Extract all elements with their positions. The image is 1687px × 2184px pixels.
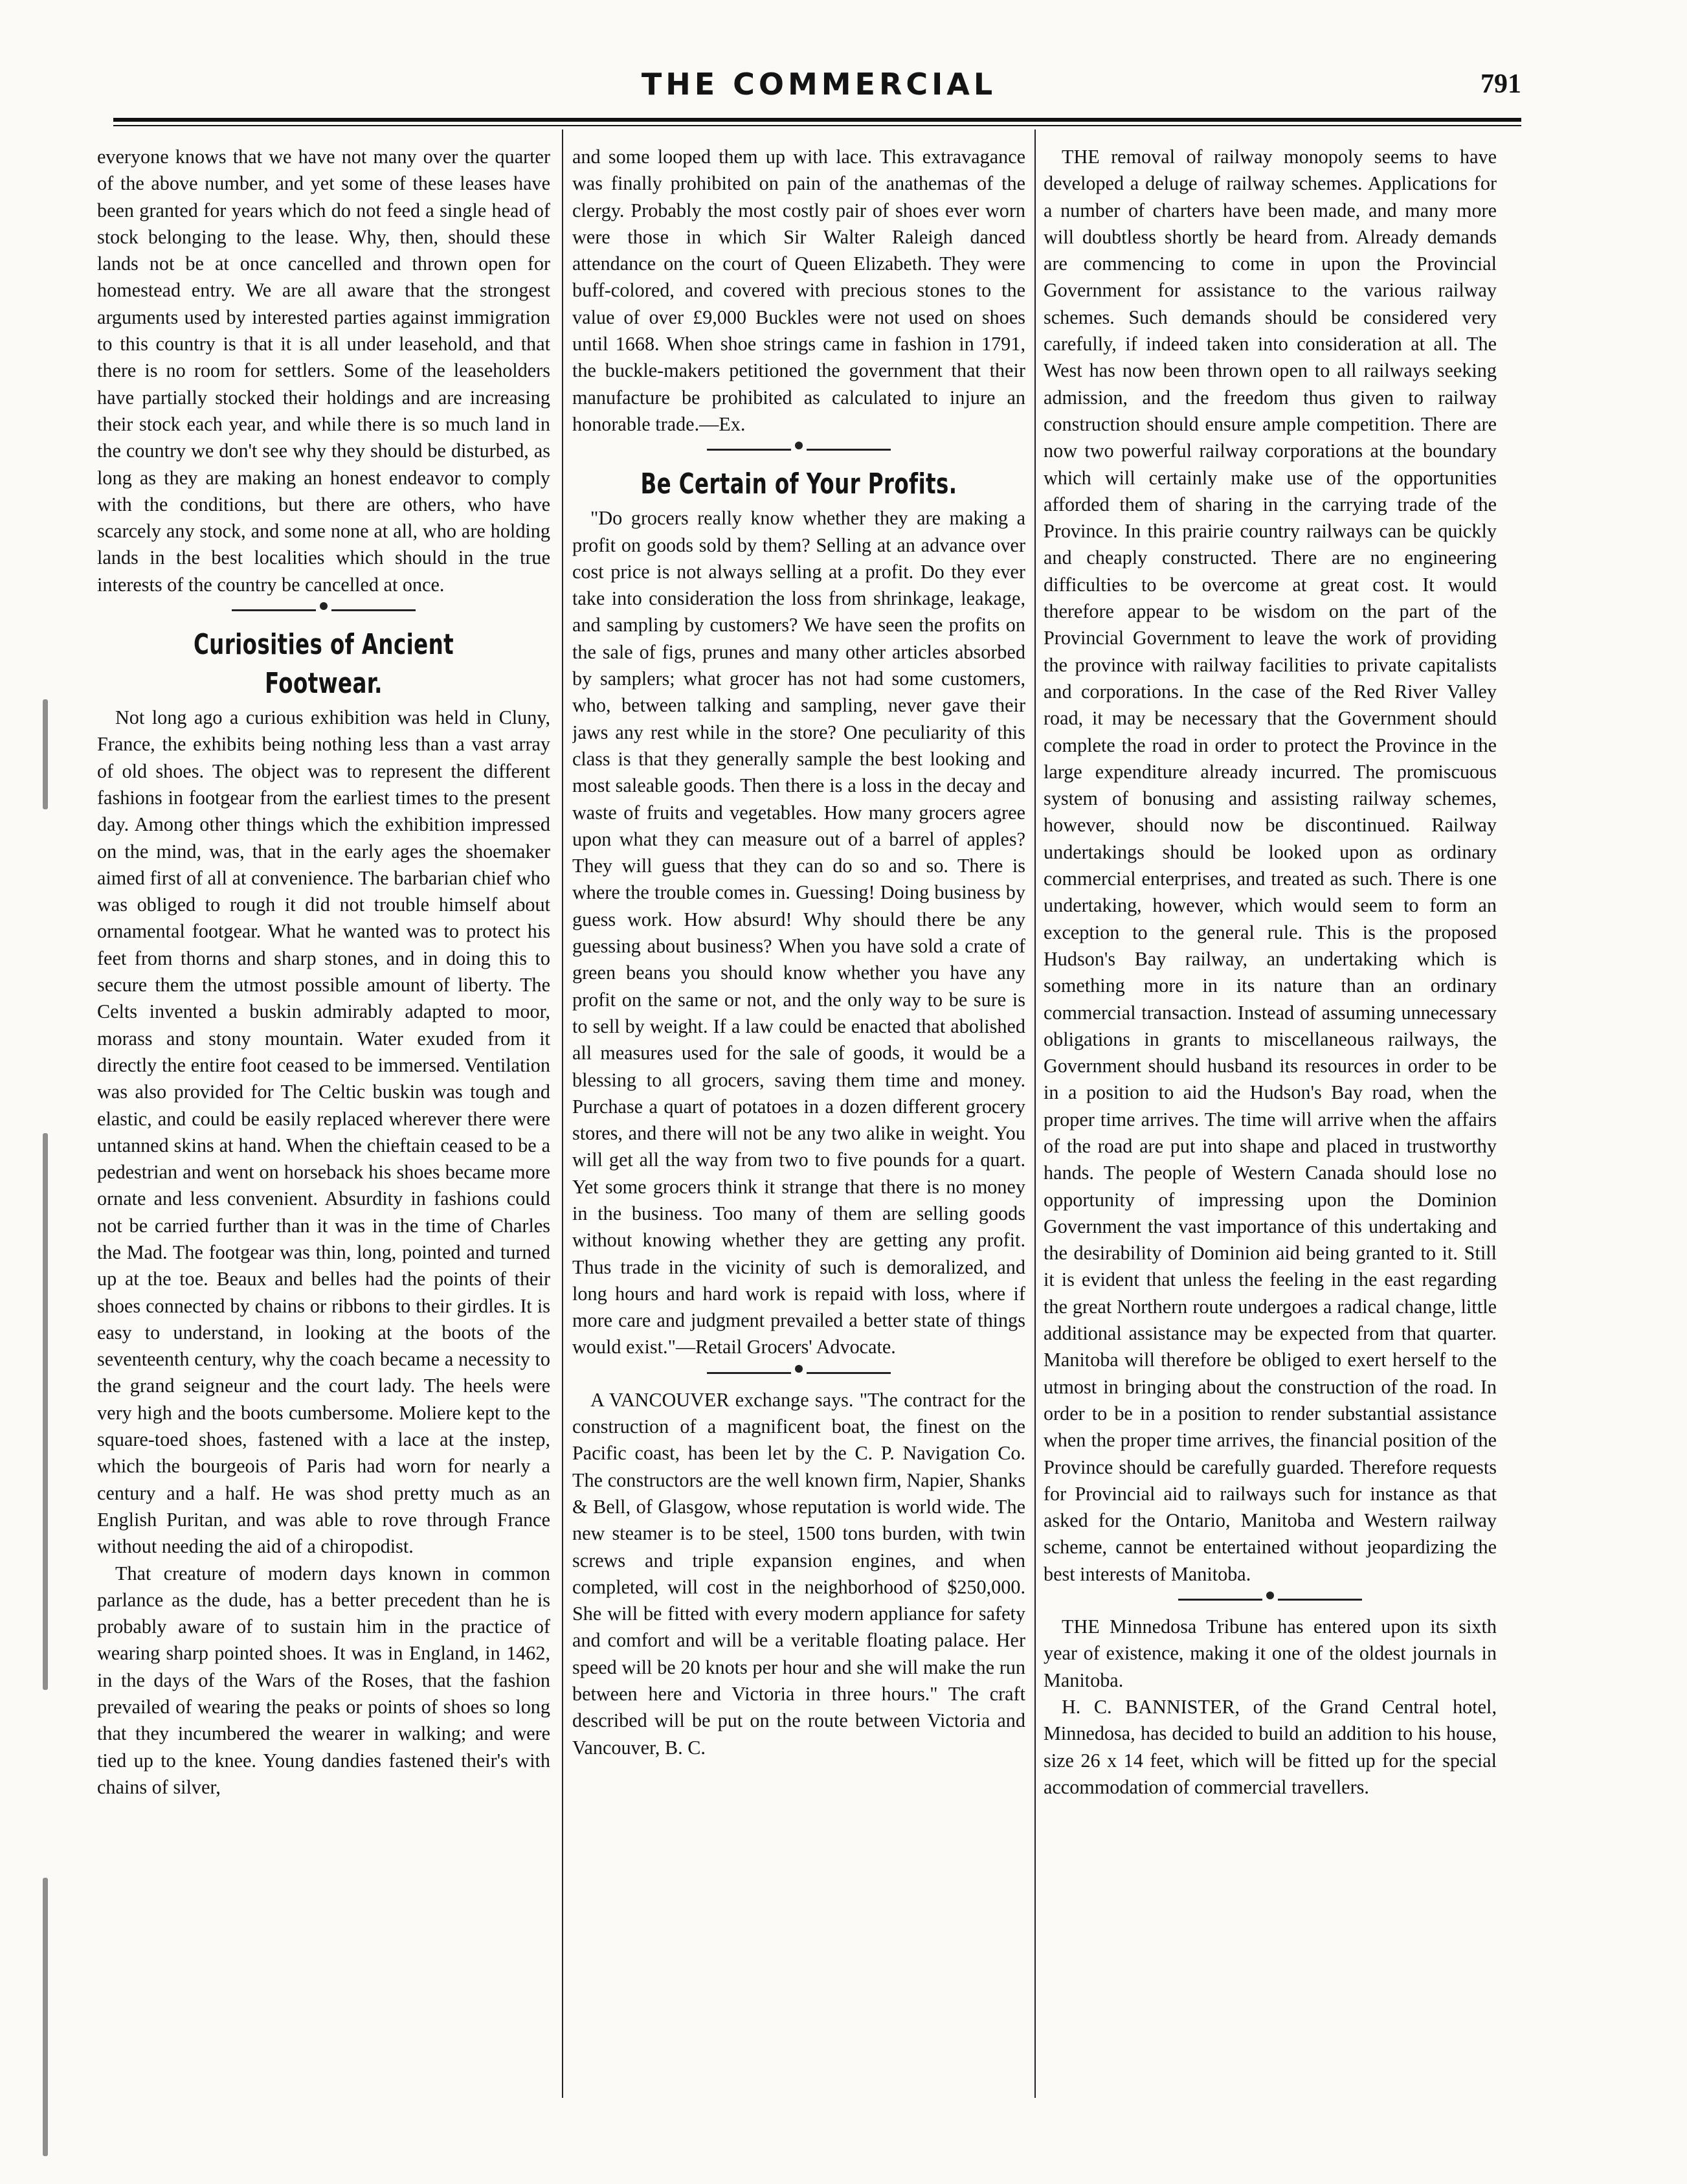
- article-paragraph: "Do grocers really know whether they are making a profit on goods sold by them? Selling at an advance over cost price is not always selling at a profit. Do they ever take into consideration the loss from shrinkage, leakage, and sampling by customers? We have seen the profits on the sale of figs, prunes and many other articles absorbed by samplers; what grocer has not had some customers, who, between talking and sampling, never gave their jaws any rest while in the store? One peculiarity of this class is that they generally sample the best looking and most saleable goods. Then there is a loss in the decay and waste of fruits and vegetables. How many grocers agree upon what they can measure out of a barrel of apples? They will guess that they can do so and so. There is where the trouble comes in. Guessing! Doing business by guess work. How absurd! Why should there be any guessing about business? When you have sold a crate of green beans you should know whether you have any profit on the same or not, and the only way to be sure is to sell by weight. If a law could be enacted that abolished all measures used for the sale of goods, it would be a blessing to all grocers, saving them time and money. Purchase a quart of potatoes in a dozen different grocery stores, and there will not be any two alike in weight. You will get all the way from two to five pounds for a quart. Yet some grocers think it strange that there is no money in the business. Too many of them are selling goods without knowing whether they are getting any profit. Thus trade in the vicinity of such is demoralized, and long hours and hard work is repaid with loss, where if more care and judgment prevailed a better state of things would exist."—Retail Grocers' Advocate.: [572, 507, 1025, 1358]
- section-separator: [572, 439, 1025, 462]
- article-column-1: [97, 144, 550, 2099]
- article-headline: Curiosities of Ancient Footwear.: [193, 628, 454, 701]
- article-paragraph: H. C. BANNISTER, of the Grand Central hotel, Minnedosa, has decided to build an addition to his house, size 26 x 14 feet, which will be fitted up for the special accommodation of commercial travellers.: [1044, 1695, 1497, 1798]
- article-paragraph: Not long ago a curious exhibition was held in Cluny, France, the exhibits being nothing less than a vast array of old shoes. The object was to represent the different fashions in footgear from the earliest times to the present day. Among other things which the exhibition impressed on the mind, was, that in the early ages the shoemaker aimed first of all at convenience. The barbarian chief who was obliged to rough it did not trouble himself about ornamental footgear. What he wanted was to protect his feet from thorns and sharp stones, and in doing this to secure them the utmost possible amount of liberty. The Celts invented a buskin admirably adapted to moor, morass and stony mountain. Water exuded from it directly the entire foot ceased to be immersed. Ventilation was also provided for The Celtic buskin was tough and elastic, and could be easily replaced wherever there were untanned skins at hand. When the chieftain ceased to be a pedestrian and went on horseback his shoes became more ornate and less convenient. Absurdity in fashions could not be carried further than it was in the time of Charles the Mad. The footgear was thin, long, pointed and turned up at the toe. Beaux and belles had the points of their shoes connected by chains or ribbons to their girdles. It is easy to understand, in looking at the boots of the seventeenth century, why the coach became a necessity to the grand seigneur and the court lady. The heels were very high and the boots cumbersome. Moliere kept to the square-toed shoes, fastened with a lace at the instep, which the bourgeois of Paris had worn for nearly a century and a half. He was shod pretty much as an English Puritan, and was able to rove through France without needing the aid of a chiropodist.: [97, 706, 550, 1558]
- article-column-3: [1044, 144, 1497, 2099]
- masthead-rule: [113, 118, 1521, 122]
- column-divider: [562, 129, 563, 2098]
- page-number: 791: [1480, 69, 1521, 99]
- article-paragraph: That creature of modern days known in common parlance as the dude, has a better precedent than he is probably aware of to sustain him in the practice of wearing sharp pointed shoes. It was in England, in 1462, in the days of the Wars of the Roses, that the fashion prevailed of wearing the peaks or points of shoes so long that they incumbered the wearer in walking; and were tied up to the knee. Young dandies fastened their's with chains of silver,: [97, 1562, 550, 1798]
- article-paragraph: THE removal of railway monopoly seems to have developed a deluge of railway schemes. Applications for a number of charters have been made, and many more will doubtless shortly be heard from. Already demands are commencing to come in upon the Provincial Government for assistance to the various railway schemes. Such demands should be considered very carefully, if indeed taken into consideration at all. The West has now been thrown open to all railways seeking admission, and the freedom thus given to railway construction should ensure ample competition. There are now two powerful railway corporations at the boundary which will certainly make use of the opportunities afforded them of sharing in the carrying trade of the Province. In this prairie country railways can be quickly and cheaply constructed. There are no engineering difficulties to be overcome at great cost. It would therefore appear to be wisdom on the part of the Provincial Government to leave the work of providing the province with railway facilities to private capitalists and corporations. In the case of the Red River Valley road, it may be necessary that the Government should complete the road in order to protect the Province in the large expenditure already incurred. The promiscuous system of bonusing and assisting railway schemes, however, should now be discontinued. Railway undertakings should be looked upon as ordinary commercial enterprises, and treated as such. There is one undertaking, however, which would seem to form an exception to the general rule. This is the proposed Hudson's Bay railway, an undertaking which is something more in its nature than an ordinary commercial transaction. Instead of assuming unnecessary obligations in grants to miscellaneous railways, the Government should husband its resources in order to be in a position to aid the Hudson's Bay road, when the proper time arrives. The time will arrive when the affairs of the road are put into shape and placed in trustworthy hands. The people of Western Canada should lose no opportunity of impressing upon the Dominion Government the vast importance of this undertaking and the desirability of Dominion aid being granted to it. Still it is evident that unless the feeling in the east regarding the great Northern route undergoes a radical change, little additional assistance may be expected from that quarter. Manitoba will therefore be obliged to exert herself to the utmost in bringing about the construction of the road. In order to be in a position to render substantial assistance when the proper time arrives, the financial position of the Province should be carefully guarded. Therefore requests for Provincial aid to railways such for instance as that asked for the Ontario, Manitoba and Western railway scheme, cannot be entertained without jeopardizing the best interests of Manitoba.: [1044, 146, 1497, 1585]
- binding-margin-mark: [43, 699, 48, 809]
- binding-margin-mark: [43, 1878, 48, 2156]
- column-divider: [1034, 129, 1036, 2098]
- article-paragraph: everyone knows that we have not many over the quarter of the above number, and yet some of these leases have been granted for years which do not feed a single head of stock belonging to the lease. Why, then, should these lands not be at once cancelled and thrown open for homestead entry. We are all aware that the strongest arguments used by interested parties against immigration to this country is that it is all under leasehold, and that there is no room for settlers. Some of the leaseholders have partially stocked their holdings and are increasing their stock each year, and while there is so much land in the country we don't see why they should be disturbed, as long as they are making an honest endeavor to comply with the conditions, but there are others, who have scarcely any stock, and some none at all, who are holding lands in the best localities which should in the true interests of the country be cancelled at once.: [97, 146, 550, 596]
- article-paragraph: A VANCOUVER exchange says. "The contract for the construction of a magnificent boat, the finest on the Pacific coast, has been let by the C. P. Navigation Co. The constructors are the well known firm, Napier, Shanks & Bell, of Glasgow, whose reputation is world wide. The new steamer is to be steel, 1500 tons burden, with twin screws and triple expansion engines, and when completed, will cost in the neighborhood of $250,000. She will be fitted with every modern appliance for safety and comfort and will be a veritable floating palace. Her speed will be 20 knots per hour and she will make the run between here and Victoria in three hours." The craft described will be put on the route between Victoria and Vancouver, B. C.: [572, 1388, 1025, 1759]
- article-paragraph: and some looped them up with lace. This extravagance was finally prohibited on pain of the anathemas of the clergy. Probably the most costly pair of shoes ever worn were those in which Sir Walter Raleigh danced attendance on the court of Queen Elizabeth. They were buff-colored, and covered with precious stones to the value of over £9,000 Buckles were not used on shoes until 1668. When shoe strings came in fashion in 1791, the buckle-makers petitioned the government that their manufacture be prohibited as calculated to injure an honorable trade.—Ex.: [572, 146, 1025, 435]
- masthead: [117, 65, 1521, 110]
- publication-title: THE COMMERCIAL: [641, 67, 997, 102]
- article-headline: Be Certain of Your Profits.: [640, 467, 957, 501]
- section-separator: [1044, 1589, 1497, 1612]
- section-separator: [97, 600, 550, 623]
- article-paragraph: THE Minnedosa Tribune has entered upon its sixth year of existence, making it one of the oldest journals in Manitoba.: [1044, 1615, 1497, 1691]
- article-column-2: [572, 144, 1025, 2099]
- section-separator: [572, 1362, 1025, 1386]
- masthead-rule-thin: [113, 125, 1521, 126]
- binding-margin-mark: [43, 1133, 48, 1690]
